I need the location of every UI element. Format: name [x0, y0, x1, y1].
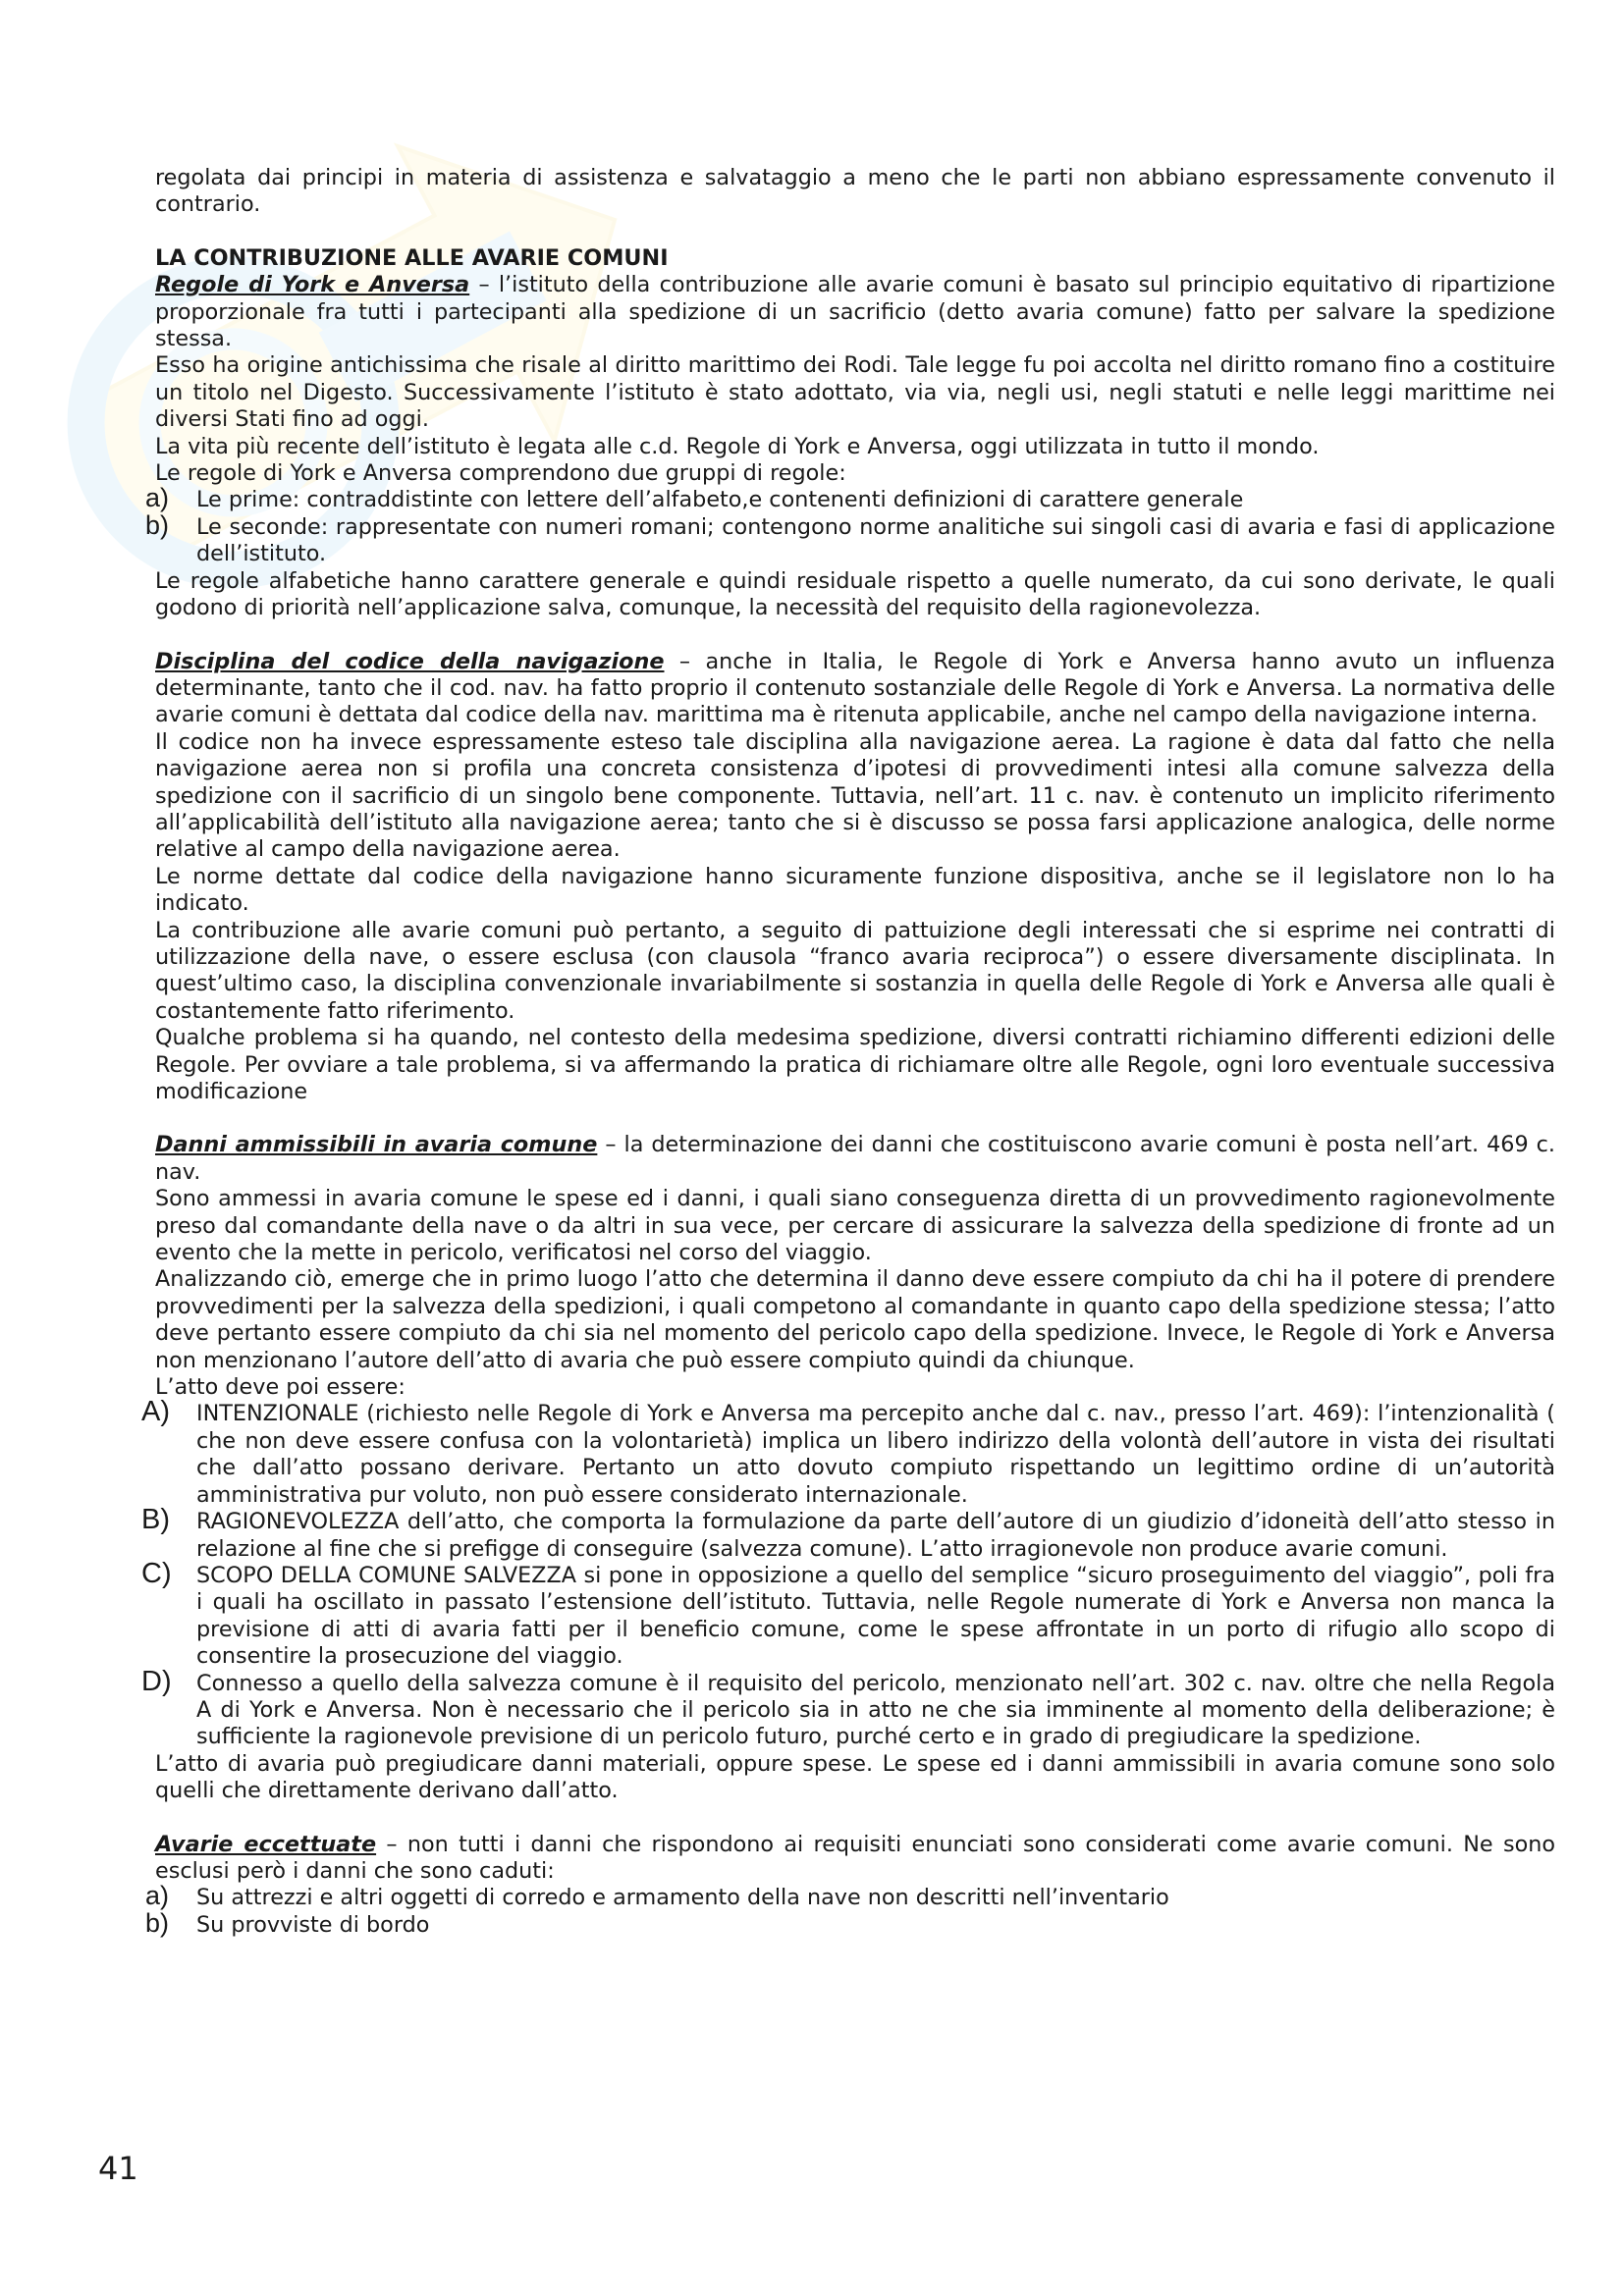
list-item	[145, 1907, 1555, 1939]
list-item-text: Connesso a quello della salvezza comune è il requisito del pericolo, menzionato nell’art. 302 c. nav. oltre che nella Regola A di York e Anversa. Non è necessario che il pericolo sia in atto ne che sia imminente al momento della deliberazione; è sufficiente la ragionevole previsione di un pericolo futuro, purché certo e in grado di pregiudicare la spedizione.	[196, 1670, 1555, 1750]
list-marker: b)	[145, 509, 170, 540]
list-item	[141, 1665, 1555, 1751]
page-number: 41	[98, 2150, 138, 2187]
list-marker: B)	[141, 1504, 170, 1536]
list-item-text: Su attrezzi e altri oggetti di corredo e armamento della nave non descritti nell’inventario	[196, 1885, 1169, 1911]
list-marker: A)	[141, 1396, 170, 1428]
paragraph-eccettuate	[155, 1832, 1555, 1886]
paragraph-text: – la determinazione dei danni che costituiscono avarie comuni è posta nell’art. 469 c. nav.	[155, 1132, 1555, 1185]
paragraph-york	[155, 272, 1555, 352]
list-item	[141, 1557, 1555, 1671]
paragraph-danni	[155, 1132, 1555, 1186]
list-marker: b)	[145, 1907, 170, 1938]
list-item-text: Le seconde: rappresentate con numeri romani; contengono norme analitiche sui singoli casi di avaria e fasi di applicazione dell’istituto.	[196, 513, 1555, 567]
paragraph: Le regole di York e Anversa comprendono due gruppi di regole:	[155, 460, 846, 487]
list-item-text: Le prime: contraddistinte con lettere dell’alfabeto,e contenenti definizioni di carattere generale	[196, 487, 1244, 513]
paragraph: regolata dai principi in materia di assistenza e salvataggio a meno che le parti non abbiano espressamente convenuto il contrario.	[155, 165, 1555, 218]
subheading-eccettuate: Avarie eccettuate	[155, 1831, 377, 1857]
paragraph: L’atto deve poi essere:	[155, 1374, 406, 1401]
subheading-danni: Danni ammissibili in avaria comune	[155, 1132, 598, 1158]
paragraph: La vita più recente dell’istituto è legata alle c.d. Regole di York e Anversa, oggi utilizzata in tutto il mondo.	[155, 433, 1320, 459]
section-title: LA CONTRIBUZIONE ALLE AVARIE COMUNI	[155, 244, 669, 271]
list-marker: a)	[145, 1881, 170, 1911]
paragraph: La contribuzione alle avarie comuni può pertanto, a seguito di pattuizione degli interessati che si esprime nei contratti di utilizzazione della nave, o essere esclusa (con clausola “franco avaria reciproca”) o essere diversamente disciplinata. In quest’ultimo caso, la disciplina convenzionale invariabilmente si sostanzia in quella delle Regole di York e Anversa alle quali è costantemente fatto riferimento.	[155, 917, 1555, 1024]
list-marker: C)	[141, 1557, 172, 1589]
paragraph-text: – l’istituto della contribuzione alle avarie comuni è basato sul principio equitativo di ripartizione proporzionale fra tutti i partecipanti alla spedizione di un sacrificio (detto avaria comune) fatto per salvare la spedizione stessa.	[155, 272, 1555, 352]
paragraph: Sono ammessi in avaria comune le spese ed i danni, i quali siano conseguenza diretta di un provvedimento ragionevolmente preso dal comandante della nave o da altri in sua vece, per cercare di assicurare la salvezza della spedizione di fronte ad un evento che la mette in pericolo, verificatosi nel corso del viaggio.	[155, 1186, 1555, 1266]
paragraph: Il codice non ha invece espressamente esteso tale disciplina alla navigazione aerea. La ragione è data dal fatto che nella navigazione aerea non si profila una concreta consistenza d’ipotesi di provvedimenti intesi alla comune salvezza della spedizione con il sacrificio di un singolo bene componente. Tuttavia, nell’art. 11 c. nav. è contenuto un implicito riferimento all’applicabilità dell’istituto alla navigazione aerea; tanto che si è discusso se possa farsi applicazione analogica, delle norme relative al campo della navigazione aerea.	[155, 728, 1555, 863]
list-item-text: Su provviste di bordo	[196, 1911, 430, 1938]
subheading-york: Regole di York e Anversa	[155, 272, 470, 298]
list-item	[145, 1881, 1555, 1911]
list-item	[145, 483, 1555, 513]
list-marker: D)	[141, 1665, 172, 1697]
subheading-codice: Disciplina del codice della navigazione	[155, 648, 665, 674]
paragraph-codice	[155, 649, 1555, 729]
paragraph: L’atto di avaria può pregiudicare danni materiali, oppure spese. Le spese ed i danni ammissibili in avaria comune sono solo quelli che direttamente derivano dall’atto.	[155, 1750, 1555, 1804]
paragraph: Analizzando ciò, emerge che in primo luogo l’atto che determina il danno deve essere compiuto da chi ha il potere di prendere provvedimenti per la salvezza della spedizioni, i quali competono al comandante in quanto capo della spedizione stessa; l’atto deve pertanto essere compiuto da chi sia nel momento del pericolo capo della spedizione. Invece, le Regole di York e Anversa non menzionano l’autore dell’atto di avaria che può essere compiuto quindi da chiunque.	[155, 1266, 1555, 1373]
paragraph-text: – anche in Italia, le Regole di York e Anversa hanno avuto un influenza determinante, tanto che il cod. nav. ha fatto proprio il contenuto sostanziale delle Regole di York e Anversa. La normativa delle avarie comuni è dettata dal codice della nav. marittima ma è ritenuta applicabile, anche nel campo della navigazione interna.	[155, 648, 1555, 728]
list-item	[145, 509, 1555, 568]
list-marker: a)	[145, 483, 170, 513]
york-list	[145, 483, 1555, 567]
list-item-text: RAGIONEVOLEZZA dell’atto, che comporta la formulazione da parte dell’autore di un giudizio d’idoneità dell’atto stesso in relazione al fine che si prefigge di conseguire (salvezza comune). L’atto irragionevole non produce avarie comuni.	[196, 1509, 1555, 1562]
list-item	[141, 1504, 1555, 1563]
list-item-text: INTENZIONALE (richiesto nelle Regole di York e Anversa ma percepito anche dal c. nav., presso l’art. 469): l’intenzionalità ( che non deve essere confusa con la volontarietà) implica un libero indirizzo della volontà dell’autore in vista dei risultati che dall’atto possano derivare. Pertanto un atto dovuto compiuto rispettando un legittimo ordine di un’autorità amministrativa pur voluto, non può essere considerato internazionale.	[196, 1401, 1555, 1508]
list-item-text: SCOPO DELLA COMUNE SALVEZZA si pone in opposizione a quello del semplice “sicuro proseguimento del viaggio”, poli fra i quali ha oscillato in passato l’estensione dell’istituto. Tuttavia, nelle Regole numerate di York e Anversa non manca la previsione di atti di avaria fatti per il beneficio comune, come le spese affrontate in un porto di rifugio allo scopo di consentire la prosecuzione del viaggio.	[196, 1562, 1555, 1670]
list-item	[141, 1396, 1555, 1509]
requirements-list	[141, 1396, 1555, 1750]
paragraph: Qualche problema si ha quando, nel contesto della medesima spedizione, diversi contratti richiamino differenti edizioni delle Regole. Per ovviare a tale problema, si va affermando la pratica di richiamare oltre alle Regole, ogni loro eventuale successiva modificazione	[155, 1025, 1555, 1104]
paragraph: Le regole alfabetiche hanno carattere generale e quindi residuale rispetto a quelle numerato, da cui sono derivate, le quali godono di priorità nell’applicazione salva, comunque, la necessità del requisito della ragionevolezza.	[155, 567, 1555, 621]
document-body	[141, 165, 1555, 1939]
paragraph: Le norme dettate dal codice della navigazione hanno sicuramente funzione dispositiva, anche se il legislatore non lo ha indicato.	[155, 863, 1555, 917]
exceptions-list	[145, 1881, 1555, 1939]
paragraph-text: – non tutti i danni che rispondono ai requisiti enunciati sono considerati come avarie comuni. Ne sono esclusi però i danni che sono caduti:	[155, 1831, 1555, 1884]
paragraph: Esso ha origine antichissima che risale al diritto marittimo dei Rodi. Tale legge fu poi accolta nel diritto romano fino a costituire un titolo nel Digesto. Successivamente l’istituto è stato adottato, via via, negli usi, negli statuti e nelle leggi marittime nei diversi Stati fino ad oggi.	[155, 352, 1555, 433]
